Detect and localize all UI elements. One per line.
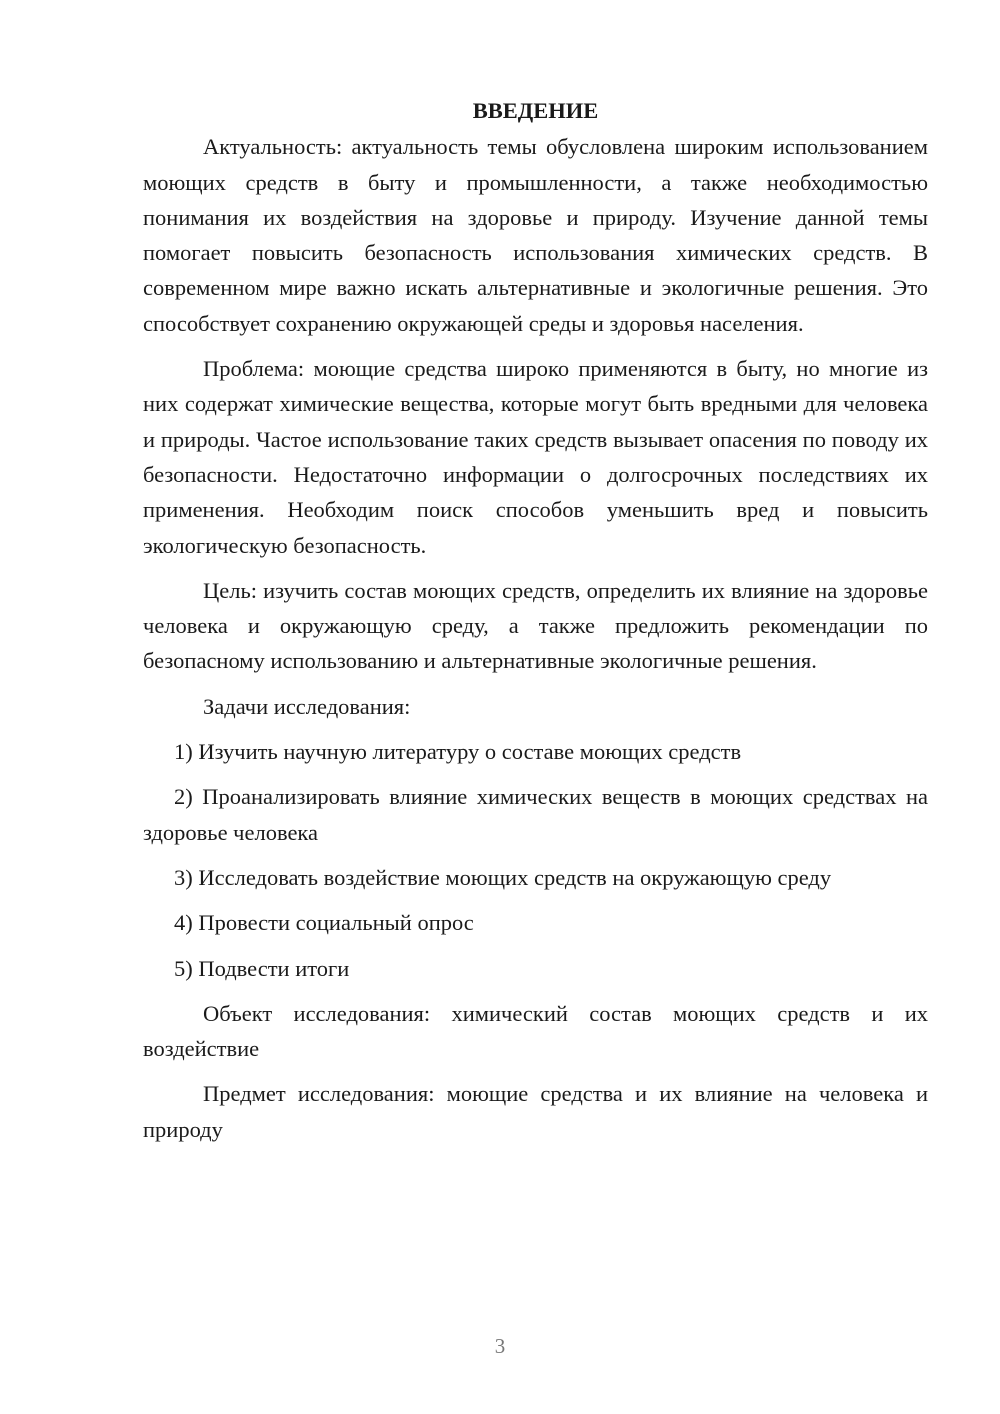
paragraph-problem: Проблема: моющие средства широко применяются в быту, но многие из них содержат химические вещества, которые могут быть вредными для человека и природы. Частое использование таких средств вызывает опасения по поводу их безопасности. Недостаточно информации о долгосрочных последствиях их применения. Необходим поиск способов уменьшить вред и повысить экологическую безопасность. bbox=[143, 356, 928, 558]
paragraph-subject: Предмет исследования: моющие средства и их влияние на человека и природу bbox=[143, 1081, 928, 1142]
paragraph-object: Объект исследования: химический состав моющих средств и их воздействие bbox=[143, 1000, 928, 1062]
tasks-heading: Задачи исследования: bbox=[203, 693, 411, 719]
page-number: 3 bbox=[494, 1334, 506, 1358]
page-content bbox=[143, 93, 928, 1157]
task-item: 3) Исследовать воздействие моющих средств на окружающую среду bbox=[174, 864, 832, 890]
paragraph-goal: Цель: изучить состав моющих средств, определить их влияние на здоровье человека и окружающую среду, а также предложить рекомендации по безопасному использованию и альтернативные экологичные решения. bbox=[143, 577, 928, 674]
task-item: 4) Провести социальный опрос bbox=[174, 910, 474, 936]
task-item: 5) Подвести итоги bbox=[174, 955, 350, 981]
paragraph-relevance: Актуальность: актуальность темы обусловлена широким использованием моющих средств в быту и промышленности, а также необходимостью понимания их воздействия на здоровье и природу. Изучение данной темы помогает повысить безопасность использования химических средств. В современном мире важно искать альтернативные и экологичные решения. Это способствует сохранению окружающей среды и здоровья населения. bbox=[143, 134, 928, 336]
task-item: 1) Изучить научную литературу о составе моющих средств bbox=[174, 739, 742, 765]
task-item: 2) Проанализировать влияние химических веществ в моющих средствах на здоровье человека bbox=[143, 784, 928, 845]
page-title: ВВЕДЕНИЕ bbox=[472, 98, 599, 123]
